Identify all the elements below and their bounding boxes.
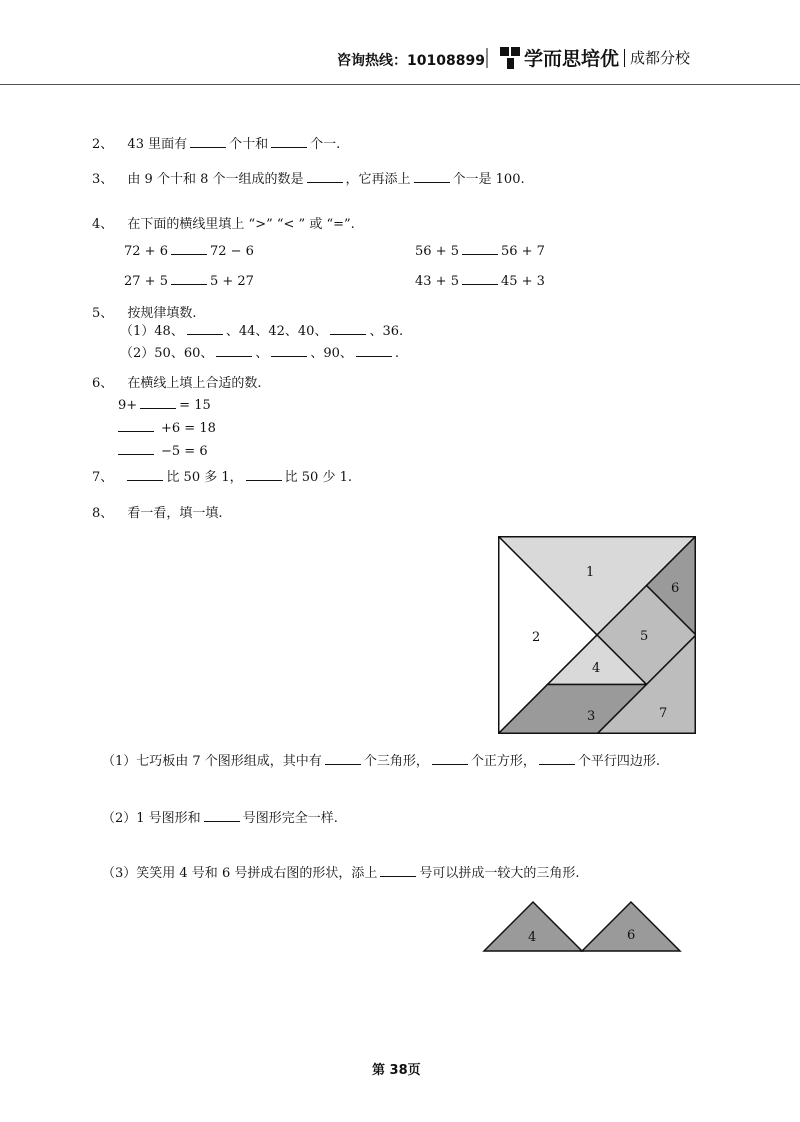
answer-blank[interactable] xyxy=(380,864,416,877)
equation-3 xyxy=(118,442,208,459)
answer-blank[interactable] xyxy=(118,419,154,432)
question-text: 个一是 100. xyxy=(452,172,525,187)
answer-blank[interactable] xyxy=(432,752,468,765)
sequence-text: 、44、42、40、 xyxy=(225,324,328,339)
sequence-row-2 xyxy=(120,342,399,361)
question-text: 个平行四边形. xyxy=(577,754,660,769)
page-number: 第 38页 xyxy=(372,1063,421,1078)
question-8 xyxy=(92,502,223,521)
answer-blank[interactable] xyxy=(246,468,282,481)
expression: 72 − 6 xyxy=(209,244,254,259)
brand-logo xyxy=(498,44,690,71)
question-text: 号可以拼成一较大的三角形. xyxy=(419,866,580,881)
tangram-label-7: 7 xyxy=(659,706,668,721)
question-text: （2）1 号图形和 xyxy=(102,811,201,826)
question-7 xyxy=(92,466,352,485)
sequence-row-1 xyxy=(120,320,403,339)
tangram-label-4: 4 xyxy=(592,661,601,676)
question-text: 在下面的横线里填上 “>” “< ” 或 “=”. xyxy=(127,217,355,232)
header-rule xyxy=(0,84,800,85)
equation-text: +6 = 18 xyxy=(161,421,216,436)
answer-blank[interactable] xyxy=(187,322,223,335)
tangram-label-6: 6 xyxy=(671,581,680,596)
answer-blank[interactable] xyxy=(271,344,307,357)
campus-name: 成都分校 xyxy=(630,49,691,67)
equation-2 xyxy=(118,419,216,436)
answer-blank[interactable] xyxy=(171,272,207,285)
answer-blank[interactable] xyxy=(325,752,361,765)
hotline: 咨询热线：10108899 xyxy=(337,53,485,69)
small-triangle-6 xyxy=(582,902,680,951)
sequence-text: 、36. xyxy=(369,324,404,339)
header-divider xyxy=(486,48,488,68)
question-number: 2、 xyxy=(92,137,114,152)
question-text: 由 9 个十和 8 个一组成的数是 xyxy=(127,172,304,187)
expression: 27 + 5 xyxy=(124,274,168,289)
question-3 xyxy=(92,168,525,187)
subquestion-1 xyxy=(102,750,660,769)
expression: 56 + 7 xyxy=(500,244,545,259)
question-text: 看一看，填一填. xyxy=(127,506,223,521)
question-text: 比 50 少 1. xyxy=(284,470,352,485)
equation-text: 9+ xyxy=(118,398,138,413)
brand-divider xyxy=(624,49,625,67)
sequence-text: （2）50、60、 xyxy=(120,346,214,361)
subquestion-2 xyxy=(102,807,338,826)
answer-blank[interactable] xyxy=(356,344,392,357)
question-5 xyxy=(92,302,197,321)
answer-blank[interactable] xyxy=(539,752,575,765)
tangram-label-5: 5 xyxy=(640,629,649,644)
expression: 56 + 5 xyxy=(415,244,459,259)
question-text: 43 里面有 xyxy=(127,137,188,152)
answer-blank[interactable] xyxy=(118,442,154,455)
answer-blank[interactable] xyxy=(171,242,207,255)
question-6 xyxy=(92,372,262,391)
question-text: ，它再添上 xyxy=(345,172,411,187)
sequence-text: 、 xyxy=(255,346,269,361)
question-text: 号图形完全一样. xyxy=(242,811,338,826)
answer-blank[interactable] xyxy=(140,396,176,409)
question-text: 个三角形， xyxy=(363,754,429,769)
brand-name: 学而思培优 xyxy=(524,48,620,70)
question-text: 个十和 xyxy=(229,137,269,152)
tangram-label-2: 2 xyxy=(532,630,541,645)
question-text: 比 50 多 1， xyxy=(166,470,243,485)
tangram-label-1: 1 xyxy=(586,565,595,580)
question-text: 按规律填数. xyxy=(127,306,197,321)
answer-blank[interactable] xyxy=(414,170,450,183)
question-2 xyxy=(92,133,340,152)
small-triangle-label-6: 6 xyxy=(627,928,636,943)
subquestion-3 xyxy=(102,862,579,881)
tangram-figure xyxy=(498,536,696,734)
answer-blank[interactable] xyxy=(190,135,226,148)
question-number: 6、 xyxy=(92,376,114,391)
expression: 5 + 27 xyxy=(209,274,254,289)
sequence-text: （1）48、 xyxy=(120,324,184,339)
compare-item-1 xyxy=(124,242,254,259)
sequence-text: 、90、 xyxy=(310,346,353,361)
answer-blank[interactable] xyxy=(216,344,252,357)
answer-blank[interactable] xyxy=(462,242,498,255)
question-text: 在横线上填上合适的数. xyxy=(127,376,262,391)
answer-blank[interactable] xyxy=(127,468,163,481)
question-text: （3）笑笑用 4 号和 6 号拼成右图的形状，添上 xyxy=(102,866,378,881)
equation-text: −5 = 6 xyxy=(161,444,208,459)
question-text: （1）七巧板由 7 个图形组成，其中有 xyxy=(102,754,322,769)
expression: 45 + 3 xyxy=(500,274,545,289)
question-number: 8、 xyxy=(92,506,114,521)
answer-blank[interactable] xyxy=(204,809,240,822)
small-triangle-label-4: 4 xyxy=(528,930,537,945)
question-number: 3、 xyxy=(92,172,114,187)
question-4 xyxy=(92,213,355,232)
answer-blank[interactable] xyxy=(307,170,343,183)
question-number: 4、 xyxy=(92,217,114,232)
expression: 43 + 5 xyxy=(415,274,459,289)
question-text: 个一. xyxy=(310,137,341,152)
equation-1 xyxy=(118,396,211,413)
sequence-text: . xyxy=(394,346,400,361)
small-triangles-figure xyxy=(482,900,682,954)
answer-blank[interactable] xyxy=(330,322,366,335)
tangram-label-3: 3 xyxy=(587,709,596,724)
question-number: 5、 xyxy=(92,306,114,321)
compare-item-4 xyxy=(415,272,545,289)
answer-blank[interactable] xyxy=(271,135,307,148)
compare-item-3 xyxy=(124,272,254,289)
answer-blank[interactable] xyxy=(462,272,498,285)
brand-mark-icon xyxy=(498,45,522,71)
equation-text: = 15 xyxy=(179,398,211,413)
expression: 72 + 6 xyxy=(124,244,168,259)
question-number: 7、 xyxy=(92,470,114,485)
question-text: 个正方形， xyxy=(470,754,536,769)
compare-item-2 xyxy=(415,242,545,259)
